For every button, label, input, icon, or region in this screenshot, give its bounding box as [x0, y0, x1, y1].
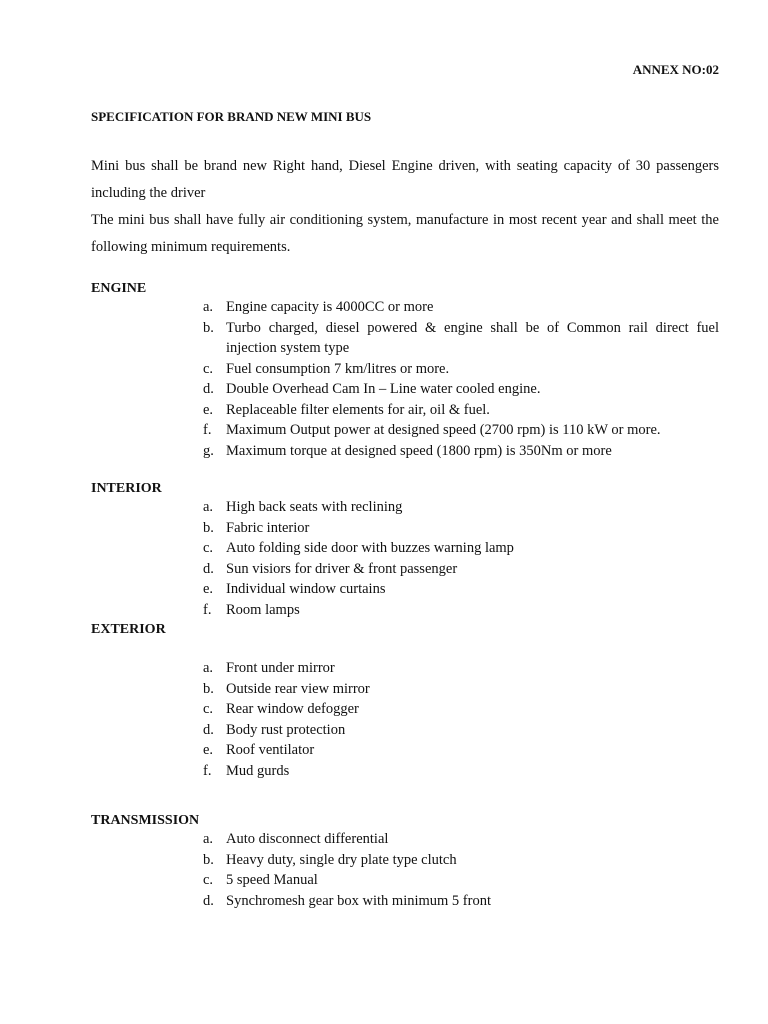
intro-paragraph-1: Mini bus shall be brand new Right hand, Diesel Engine driven, with seating capacity of 30 passengers including the driver — [91, 158, 719, 201]
list-item: b. Turbo charged, diesel powered & engine shall be of Common rail direct fuel injection system type — [203, 319, 719, 356]
list-item: g. Maximum torque at designed speed (1800 rpm) is 350Nm or more — [203, 442, 612, 459]
transmission-list — [203, 829, 719, 911]
interior-list — [203, 497, 719, 620]
list-item: d. Synchromesh gear box with minimum 5 front — [203, 892, 491, 909]
list-item: f. Room lamps — [203, 601, 300, 618]
exterior-heading: EXTERIOR — [91, 622, 166, 637]
list-item: c. Auto folding side door with buzzes warning lamp — [203, 540, 514, 556]
list-item: e. Replaceable filter elements for air, oil & fuel. — [203, 401, 490, 418]
intro-paragraph-2: The mini bus shall have fully air conditioning system, manufacture in most recent year and shall meet the following minimum requirements. — [91, 212, 719, 255]
list-item: d. Double Overhead Cam In – Line water cooled engine. — [203, 381, 541, 397]
transmission-heading: TRANSMISSION — [91, 813, 200, 828]
list-item: a. High back seats with reclining — [203, 499, 403, 515]
list-item: c. 5 speed Manual — [203, 872, 318, 888]
list-item: b. Outside rear view mirror — [203, 680, 370, 697]
list-item: a. Engine capacity is 4000CC or more — [203, 299, 434, 315]
list-item: a. Front under mirror — [203, 660, 335, 676]
engine-list — [203, 297, 719, 461]
list-item: f. Mud gurds — [203, 762, 290, 779]
list-item: c. Fuel consumption 7 km/litres or more. — [203, 360, 450, 377]
engine-heading: ENGINE — [91, 281, 147, 296]
list-item: d. Body rust protection — [203, 721, 346, 738]
interior-heading: INTERIOR — [91, 481, 162, 496]
list-item: b. Heavy duty, single dry plate type clutch — [203, 851, 457, 868]
list-item: e. Roof ventilator — [203, 742, 315, 758]
list-item: d. Sun visiors for driver & front passenger — [203, 560, 458, 577]
annex-number: ANNEX NO:02 — [632, 62, 719, 77]
list-item: b. Fabric interior — [203, 519, 310, 536]
list-item: c. Rear window defogger — [203, 701, 359, 717]
list-item: e. Individual window curtains — [203, 581, 386, 597]
list-item: f. Maximum Output power at designed speed (2700 rpm) is 110 kW or more. — [203, 422, 661, 438]
intro-text — [91, 153, 719, 261]
document-title: SPECIFICATION FOR BRAND NEW MINI BUS — [91, 109, 372, 124]
exterior-list — [203, 658, 719, 781]
list-item: a. Auto disconnect differential — [203, 831, 389, 847]
